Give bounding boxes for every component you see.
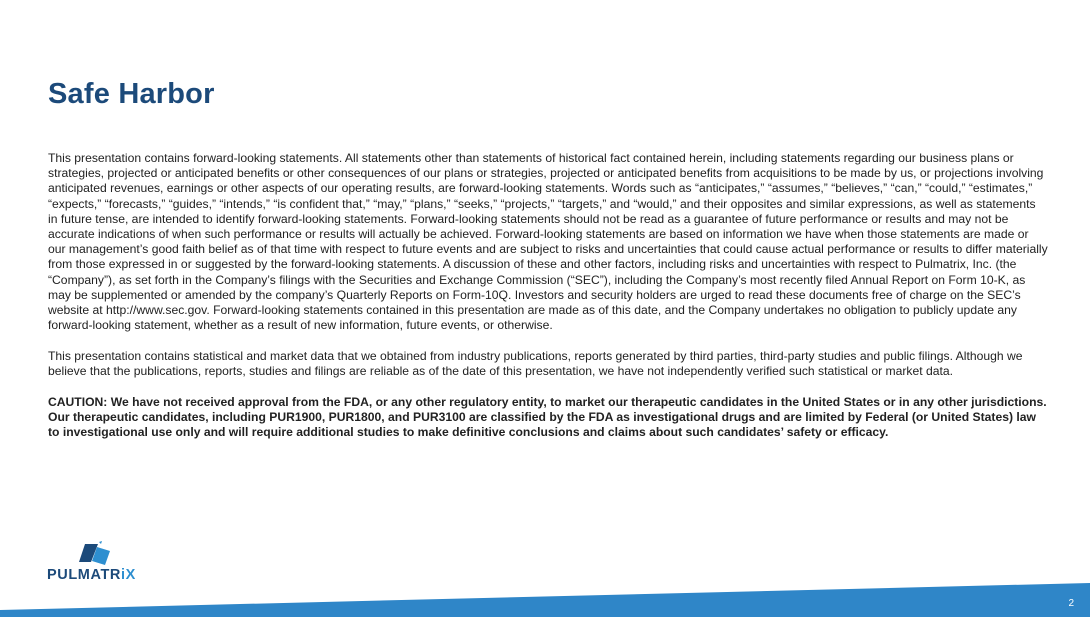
logo-wordmark-main: PULMATR [47,567,122,583]
market-data-paragraph: This presentation contains statistical and market data that we obtained from industry publications, reports generated by third parties, third-party studies and public filings. Although we believe that the publications, reports, studies and filings are reliable as of the date of this presentation, we have not independently verified such statistical or market data. [48,348,1023,379]
pulmatrix-logo-mark-icon [79,541,119,565]
forward-looking-paragraph: This presentation contains forward-looking statements. All statements other than statements of historical fact contained herein, including statements regarding our business plans or strategies, projected or anticipated benefits or other consequences of our plans or strategies, projected or anticipated benefits from acquisitions to be made by us, or projections involving anticipated revenues, earnings or other aspects of our operating results, are forward-looking statements. Words such as “anticipates,” “assumes,” “believes,” “can,” “could,” “estimates,” “expects,” “forecasts,” “guides,” “intends,” “is confident that,” “may,” “plans,” “seeks,” “projects,” “targets,” and “would,” and their opposites and similar expressions, as well as statements in future tense, are intended to identify forward-looking statements. Forward-looking statements should not be read as a guarantee of future performance or results and may not be accurate indications of when such performance or results will actually be achieved. Forward-looking statements are based on information we have when those statements are made or our management’s good faith belief as of that time with respect to future events and are subject to risks and uncertainties that could cause actual performance or results to differ materially from those expressed in or suggested by the forward-looking statements. A discussion of these and other factors, including risks and uncertainties with respect to Pulmatrix, Inc. (the “Company”), as set forth in the Company’s filings with the Securities and Exchange Commission (“SEC”), including the Company’s most recently filed Annual Report on Form 10-K, as may be supplemented or amended by the company’s Quarterly Reports on Form-10Q. Investors and security holders are urged to read these documents free of charge on the SEC’s website at http://www.sec.gov. Forward-looking statements contained in this presentation are made as of this date, and the Company undertakes no obligation to publicly update any forward-looking statement, whether as a result of new information, future events, or otherwise. [48,151,1048,333]
slide-body [48,151,1048,456]
pulmatrix-logo [47,541,189,583]
bottom-band [0,580,1090,617]
page-number: 2 [1068,598,1074,609]
logo-wordmark-accent: iX [121,567,136,583]
caution-paragraph: CAUTION: We have not received approval from the FDA, or any other regulatory entity, to market our therapeutic candidates in the United States or in any other jurisdictions. Our therapeutic candidates, including PUR1900, PUR1800, and PUR3100 are classified by the FDA as investigational drugs and are limited by Federal (or United States) law to investigational use only and will require additional studies to make definitive conclusions and claims about such candidates’ safety or efficacy. [48,394,1047,440]
page-title: Safe Harbor [48,78,215,110]
